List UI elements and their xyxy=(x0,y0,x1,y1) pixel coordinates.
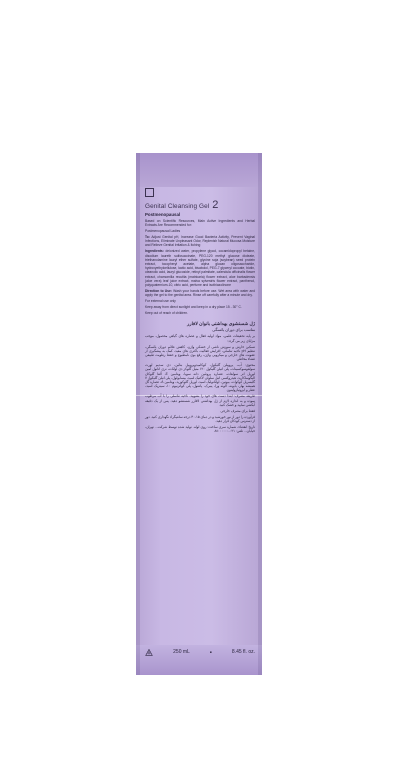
persian-manufacturer: تاریخ انقضاء، شماره سری ساخت: روی لوله. تولید شده توسط شرکت... تهران، خیابان... تلفن: ۰۲۱-۸۸۰۰۰۰۰۰ xyxy=(145,425,255,434)
direction-label: Direction to Use: xyxy=(145,289,172,294)
volume-row xyxy=(145,646,255,658)
intro-text: Based on Scientific Resources, Main Active Ingredients and Herbal Extracts Are Recommended for: xyxy=(145,218,255,227)
to-paragraph xyxy=(145,235,255,248)
persian-storage: فرآورده را دور از نور خورشید و در دمای ۱۵-۳۰ درجه سانتیگراد نگهداری کنید. دور از دسترس کودکان قرار دهید. xyxy=(145,414,255,424)
direction-text: Wash your hands before use. Wet area with water and apply the gel to the genital area. Rinse off carefully after a minute and dry. xyxy=(145,289,255,298)
volume-separator: ■ xyxy=(209,650,212,654)
to-label: To: xyxy=(145,235,150,239)
external-text: For external use only xyxy=(145,299,176,304)
checkbox-square-icon xyxy=(145,188,154,197)
box-right-edge xyxy=(258,153,262,675)
recycle-icon xyxy=(145,649,153,656)
ingredients-label: Ingredients: xyxy=(145,249,164,254)
storage-text: Keep away from direct sunlight and keep in a dry place 15 - 30° C. xyxy=(145,305,242,310)
ingredients-text: deionized water, propylene glycol, cocamidopropyl betaine, disodium laureth sulfosuccinate, PEG-120 methyl glucose dioleate, triethanolamine lauryl ether sulfate, glycine soja (soybean) seed protein extract, tocopheryl acetate, alpha glucan oligosaccharide, hydroxyethylcellulose, lactic acid, bisabolol, PEG-7 glyceryl cocoate, biotin, oleanolic acid, lauryl glucoside, retinyl palmitate, calendula officinalis flower extract, chamomilla recutita (matricaria) flower extract, aloe barbadensis (aloe vera) leaf juice extract, malva sylvestris flower extract, panthenol, polyquaternium-10, citric acid, perfume and isothiazolinone xyxy=(145,249,255,288)
direction-paragraph xyxy=(145,289,255,297)
product-subtitle: Postmenopausal xyxy=(145,212,181,217)
box-label xyxy=(145,188,255,435)
persian-subtitle: مناسب برای دوران یائسگی xyxy=(212,328,255,333)
children-text: Keep out of reach of children. xyxy=(145,311,189,316)
to-text: Adjust Genital pH, Increase Good Bacteria Activity, Prevent Vaginal Infections, Eliminate Unpleasant Odor, Replenish Natural Mucosa Moisture and Relieve Genital Irritation & Itching xyxy=(145,235,255,248)
product-number: 2 xyxy=(212,199,219,211)
volume-floz: 8.45 fl. oz. xyxy=(231,649,255,655)
persian-body: تسکین خارش و سوزش ناشی از خشکی واژن، کاهش علائم دوران یائسگی، تنظیم pH ناحیه تناسلی، افزایش فعالیت باکتری های مفید، کمک به پیشگیری از عفونت های خارجی و میکروبی واژن، رفع بوی نامطبوع و حفظ رطوبت طبیعی غشاء مخاطی xyxy=(145,344,255,362)
volume-ml: 250 mL xyxy=(173,649,190,655)
persian-ingredients: محتوی: آب، پروپیلن گلیکول، کوکامیدوپروپیل بتائین، دی سدیم لورت سولفوسوکسینات، پلی اتیلن گلیکول ۱۲۰ متیل گلوکز دی اولئات، تری اتانول آمین لوریل اتر سولفات، عصاره پروتئین دانه سویا، ویتامین E، آلفا گلوکان الیگوساکارید، هیدروکسی اتیل سلولز، لاکتیک اسید، بیسابولول، پلی اتیلن گلیکول ۷ گلیسریل کوکوات، بیوتین، اولئانولیک اسید، لوریل گلوکوزید، ویتامین A، عصاره گل همیشه بهار، بابونه، آلوئه ورا، پنیرک، پانتنول، پلی کواترنیوم ۱۰، سیتریک اسید، عطر و ایزوتیازولینون xyxy=(145,363,256,393)
product-title-row xyxy=(145,201,255,210)
persian-intro: بر پایه تحقیقات علمی، مواد اولیه فعال و عصاره های گیاهی محصول، موجب مزایای زیر می گردد: xyxy=(145,334,255,343)
ingredients-paragraph xyxy=(145,249,255,287)
target-text: Postmenopausal Ladies xyxy=(145,229,181,233)
box-left-edge xyxy=(136,153,140,675)
persian-external: فقط برای مصرف خارجی xyxy=(220,408,255,413)
box-top-shade xyxy=(136,153,262,187)
persian-title: ژل شستشوی بهداشتی بانوان لافارر xyxy=(187,321,255,327)
product-title: Genital Cleansing Gel xyxy=(145,203,210,210)
persian-direction: طریقه مصرف: ابتدا دست های خود را بشویید. ناحیه تناسلی را با آب مرطوب نموده و به اندازه لازم از ژل بهداشتی لافارر شستشو دهید. پس از یک دقیقه آبکشی نمایید و خشک کنید. xyxy=(145,394,255,407)
